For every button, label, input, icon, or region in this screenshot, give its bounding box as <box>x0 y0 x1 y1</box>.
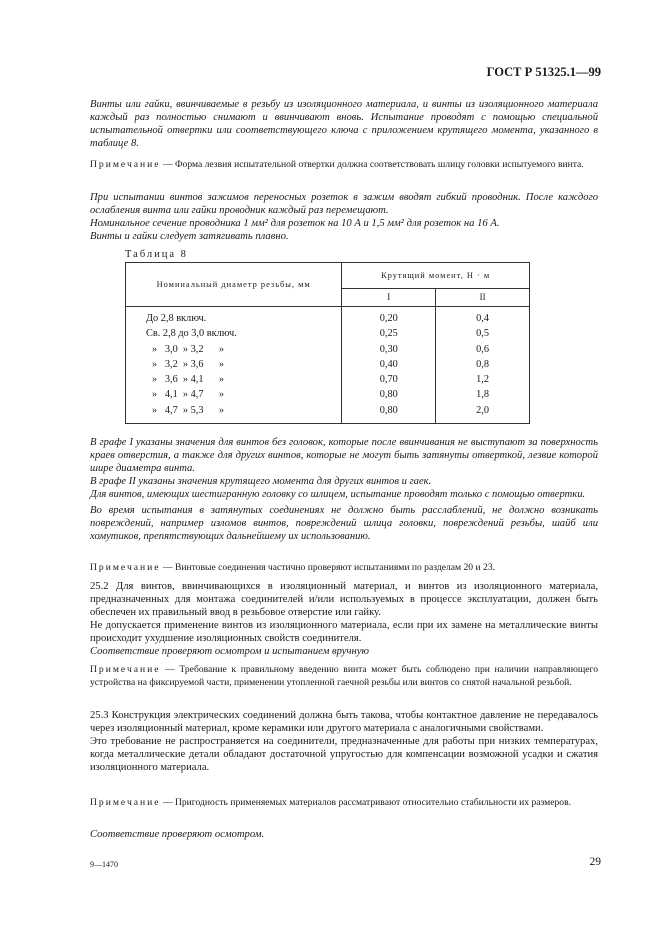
footer-print-mark: 9—1470 <box>90 860 118 869</box>
check-method: Соответствие проверяют осмотром и испытанием вручную <box>90 646 369 657</box>
section-25-2 <box>90 580 598 658</box>
note-body: — Винтовые соединения частично проверяют испытаниями по разделам 20 и 23. <box>160 562 496 573</box>
paragraph: Не допускается применение винтов из изоляционного материала, если при их замене на металлические винты происходит ухудшение изоляционных свойств соединителя. <box>90 620 598 644</box>
diameter-cell: » 3,0 » 3,2 » <box>152 343 225 355</box>
note-text <box>90 664 598 689</box>
paragraph: Во время испытания в затянутых соединениях не должно быть расслаблений, не должно возникать повреждений, например изломов винтов, повреждений шлица головки, повреждений резьбы, шайб или хомутиков, препятствующих дальнейшему их использованию. <box>90 505 598 542</box>
torque-ii-cell: 1,2 <box>476 374 490 386</box>
note-partial-check <box>90 562 598 575</box>
paragraph: 25.2 Для винтов, ввинчивающихся в изоляционный материал, и винтов из изоляционного материала, предназначенных для монтажа соединителей и/или используемых в процессе эксплуатации, должен быть обеспечен их правильный ввод в резьбовое отверстие или гайку. <box>90 581 598 618</box>
paragraph: Это требование не распространяется на соединители, предназначенные для работы при низких температурах, когда металлические детали обладают достаточной упругостью для компенсации возможной усадки и сжатия изоляционного материала. <box>90 736 598 773</box>
diameter-cell: » 4,7 » 5,3 » <box>152 404 225 416</box>
table-title: Таблица 8 <box>125 249 188 260</box>
paragraph: В графе II указаны значения крутящего момента для других винтов и гаек. <box>90 476 432 487</box>
table-header-torque: Крутящий момент, Н · м <box>342 263 530 289</box>
diameter-column <box>126 307 342 424</box>
note-text <box>90 562 598 575</box>
note-label: Примечание <box>90 664 161 675</box>
note-material-stability <box>90 797 598 810</box>
paragraph: Для винтов, имеющих шестигранную головку со шлицем, испытание проводят только с помощью отвертки. <box>90 489 586 500</box>
note-blade-shape <box>90 159 598 172</box>
torque-i-cell: 0,30 <box>379 343 398 355</box>
torque-i-cell: 0,20 <box>379 313 398 324</box>
note-screw-insertion <box>90 664 598 689</box>
diameter-cell: До 2,8 включ. <box>146 313 207 324</box>
torque-ii-cell: 2,0 <box>476 404 490 416</box>
torque-ii-cell: 0,6 <box>476 343 490 355</box>
torque-ii-cell: 1,8 <box>476 389 490 401</box>
diameter-cell: » 4,1 » 4,7 » <box>152 389 225 401</box>
note-text <box>90 797 598 810</box>
document-code: ГОСТ Р 51325.1—99 <box>486 65 601 79</box>
paragraph: При испытании винтов зажимов переносных розеток в зажим вводят гибкий проводник. После каждого ослабления винта или гайки проводник каждый раз перемещают. <box>90 192 598 216</box>
diameter-cell: Св. 2,8 до 3,0 включ. <box>146 328 237 340</box>
paragraph-socket-clamps <box>90 191 598 243</box>
paragraphs-table-explanation <box>90 436 598 543</box>
paragraph: Винты или гайки, ввинчиваемые в резьбу из изоляционного материала, и винты из изоляционного материала каждый раз полностью снимают и ввинчивают вновь. Испытание проводят с помощью специальной испытательной отвертки или соответствующего ключа с приложением крутящего момента, указанного в таблице 8. <box>90 99 598 149</box>
section-25-3 <box>90 709 598 774</box>
torque-i-cell: 0,70 <box>379 374 398 386</box>
torque-ii-column <box>436 307 530 424</box>
diameter-cell: » 3,6 » 4,1 » <box>152 374 225 386</box>
note-body: — Форма лезвия испытательной отвертки должна соответствовать шлицу головки испытуемого винта. <box>160 159 584 170</box>
torque-ii-cell: 0,8 <box>476 358 490 370</box>
check-method: Соответствие проверяют осмотром. <box>90 829 265 840</box>
torque-ii-cell: 0,5 <box>476 328 490 340</box>
table-header-col-ii: II <box>436 288 530 306</box>
torque-i-cell: 0,80 <box>379 404 398 416</box>
torque-i-cell: 0,40 <box>379 358 398 370</box>
page-number: 29 <box>589 856 601 868</box>
torque-table <box>125 262 530 424</box>
note-label: Примечание <box>90 797 161 808</box>
torque-i-cell: 0,25 <box>379 328 398 340</box>
note-body: — Требование к правильному введению винта может быть соблюдено при наличии направляющего устройства на фиксируемой части, применении утопленной гаечной резьбы или винтов со снятой начальной резьбой. <box>90 664 598 688</box>
paragraph: В графе I указаны значения для винтов без головок, которые после ввинчивания не выступают за поверхность краев отверстия, а также для других винтов, которые не могут быть затянуты отверткой, лезвие которой шире диаметра винта. <box>90 437 598 474</box>
torque-i-cell: 0,80 <box>379 389 398 401</box>
paragraph-screws-test <box>90 98 598 150</box>
table-header-col-i: I <box>342 288 436 306</box>
torque-i-column <box>342 307 436 424</box>
paragraph: Винты и гайки следует затягивать плавно. <box>90 231 289 242</box>
torque-ii-cell: 0,4 <box>476 313 490 324</box>
table-header-diameter: Номинальный диаметр резьбы, мм <box>126 263 342 307</box>
check-inspection <box>90 828 598 841</box>
paragraph: 25.3 Конструкция электрических соединений должна быть такова, чтобы контактное давление не передавалось через изоляционный материал, кроме керамики или другого материала с аналогичными свойствами. <box>90 710 598 734</box>
note-body: — Пригодность применяемых материалов рассматривают относительно стабильности их размеров. <box>160 797 572 808</box>
diameter-cell: » 3,2 » 3,6 » <box>152 358 225 370</box>
paragraph: Номинальное сечение проводника 1 мм² для розеток на 10 А и 1,5 мм² для розеток на 16 А. <box>90 218 500 229</box>
note-label: Примечание <box>90 159 161 170</box>
note-text <box>90 159 598 172</box>
note-label: Примечание <box>90 562 161 573</box>
